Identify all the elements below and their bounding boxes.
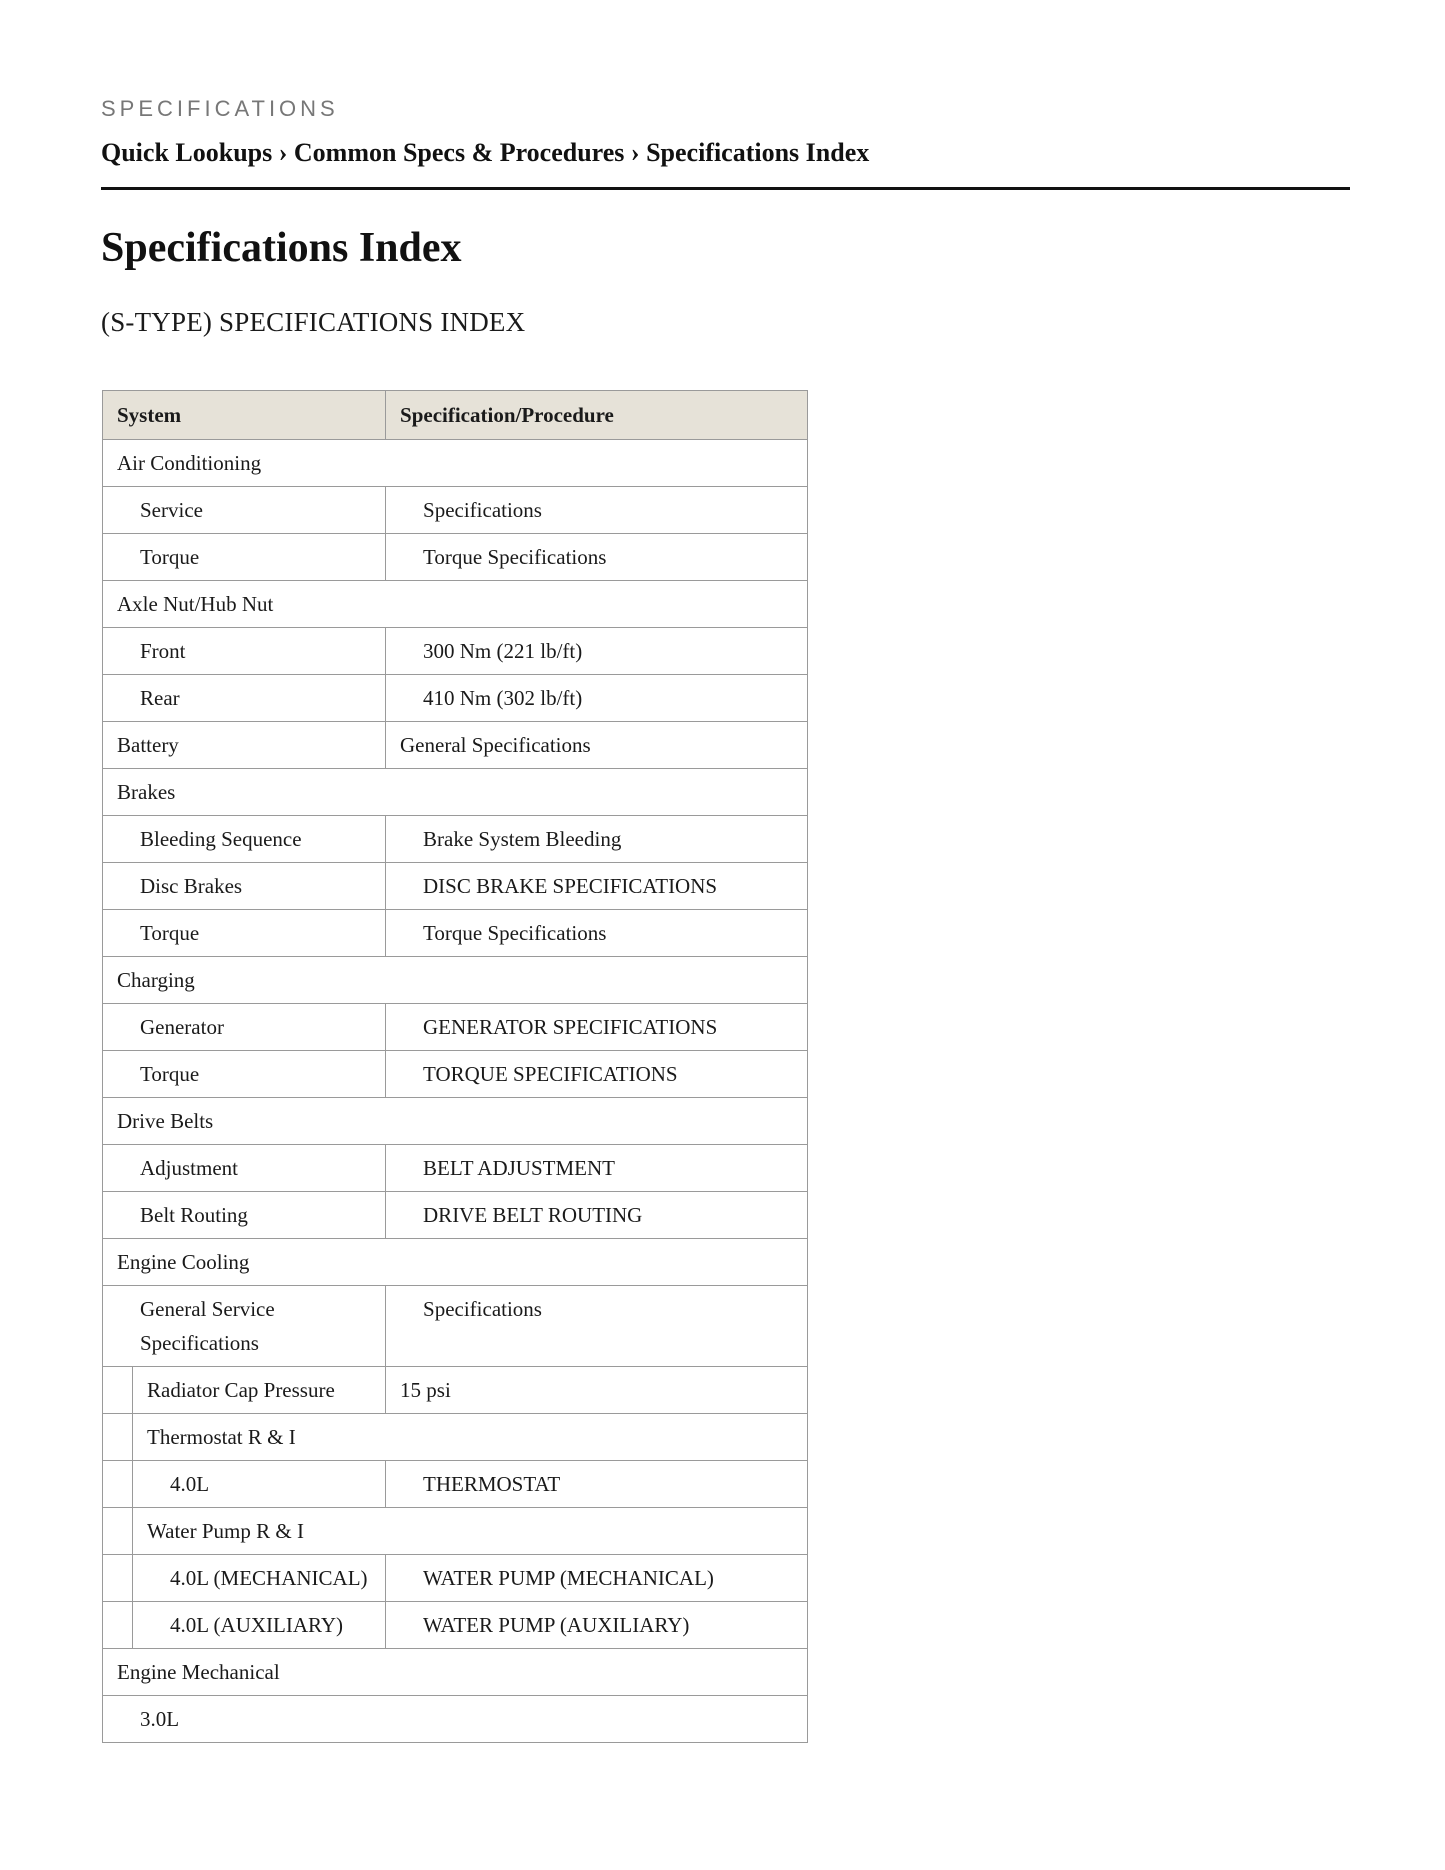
table-row <box>103 628 808 675</box>
table-row <box>103 1004 808 1051</box>
system-cell: Front <box>103 628 386 675</box>
indent-gutter <box>103 1508 133 1555</box>
breadcrumb: Quick Lookups › Common Specs & Procedures › Specifications Index <box>101 138 870 167</box>
table-row <box>103 1367 808 1414</box>
system-cell: Bleeding Sequence <box>103 816 386 863</box>
page-title: Specifications Index <box>101 225 462 271</box>
system-cell: Torque <box>103 534 386 581</box>
system-cell: Battery <box>103 722 386 769</box>
spec-link[interactable]: WATER PUMP (AUXILIARY) <box>386 1602 808 1649</box>
system-cell: 4.0L (MECHANICAL) <box>133 1555 386 1602</box>
column-header-system: System <box>103 391 386 440</box>
table-group-row <box>103 1696 808 1743</box>
table-row <box>103 1602 808 1649</box>
table-row <box>103 1286 808 1367</box>
spec-link[interactable]: Specifications <box>386 1286 808 1367</box>
table-row <box>103 910 808 957</box>
table-row <box>103 722 808 769</box>
group-label: Engine Mechanical <box>103 1649 808 1696</box>
table-group-row <box>103 581 808 628</box>
system-cell: Radiator Cap Pressure <box>133 1367 386 1414</box>
spec-link[interactable]: WATER PUMP (MECHANICAL) <box>386 1555 808 1602</box>
table-group-row <box>103 1239 808 1286</box>
table-row <box>103 487 808 534</box>
subgroup-label: Thermostat R & I <box>133 1414 808 1461</box>
page-subtitle: (S-TYPE) SPECIFICATIONS INDEX <box>101 307 526 337</box>
spec-link[interactable]: Specifications <box>386 487 808 534</box>
group-label: Brakes <box>103 769 808 816</box>
spec-link[interactable]: General Specifications <box>386 722 808 769</box>
table-row <box>103 1461 808 1508</box>
table-group-row <box>103 440 808 487</box>
table-subgroup-row <box>103 1508 808 1555</box>
indent-gutter <box>103 1414 133 1461</box>
table-row <box>103 534 808 581</box>
header-divider <box>101 187 1350 190</box>
table-header-row <box>103 391 808 440</box>
table-group-row <box>103 1649 808 1696</box>
indent-gutter <box>103 1367 133 1414</box>
system-cell: Disc Brakes <box>103 863 386 910</box>
spec-link[interactable]: Torque Specifications <box>386 534 808 581</box>
table-group-row <box>103 769 808 816</box>
system-cell: Service <box>103 487 386 534</box>
table-row <box>103 816 808 863</box>
system-cell: Adjustment <box>103 1145 386 1192</box>
spec-link[interactable]: Brake System Bleeding <box>386 816 808 863</box>
group-label: Charging <box>103 957 808 1004</box>
system-cell: Rear <box>103 675 386 722</box>
spec-link[interactable]: THERMOSTAT <box>386 1461 808 1508</box>
group-label: Axle Nut/Hub Nut <box>103 581 808 628</box>
table-row <box>103 863 808 910</box>
system-cell: Generator <box>103 1004 386 1051</box>
column-header-spec: Specification/Procedure <box>386 391 808 440</box>
specifications-table <box>102 390 808 1743</box>
spec-link[interactable]: Torque Specifications <box>386 910 808 957</box>
indent-gutter <box>103 1555 133 1602</box>
system-cell: Torque <box>103 910 386 957</box>
system-cell: General Service Specifications <box>103 1286 386 1367</box>
table-row <box>103 1145 808 1192</box>
spec-link[interactable]: BELT ADJUSTMENT <box>386 1145 808 1192</box>
spec-value: 15 psi <box>386 1367 808 1414</box>
spec-link[interactable]: DISC BRAKE SPECIFICATIONS <box>386 863 808 910</box>
group-label: Drive Belts <box>103 1098 808 1145</box>
table-subgroup-row <box>103 1414 808 1461</box>
spec-link[interactable]: DRIVE BELT ROUTING <box>386 1192 808 1239</box>
indent-gutter <box>103 1461 133 1508</box>
system-cell: Torque <box>103 1051 386 1098</box>
system-cell: Belt Routing <box>103 1192 386 1239</box>
system-cell: 4.0L (AUXILIARY) <box>133 1602 386 1649</box>
spec-link[interactable]: GENERATOR SPECIFICATIONS <box>386 1004 808 1051</box>
table-row <box>103 1051 808 1098</box>
table-group-row <box>103 957 808 1004</box>
table-row <box>103 1555 808 1602</box>
table-row <box>103 1192 808 1239</box>
indent-gutter <box>103 1602 133 1649</box>
table-row <box>103 675 808 722</box>
subgroup-label: Water Pump R & I <box>133 1508 808 1555</box>
system-cell: 4.0L <box>133 1461 386 1508</box>
spec-link[interactable]: TORQUE SPECIFICATIONS <box>386 1051 808 1098</box>
table-group-row <box>103 1098 808 1145</box>
spec-value: 300 Nm (221 lb/ft) <box>386 628 808 675</box>
group-label: Engine Cooling <box>103 1239 808 1286</box>
subgroup-label: 3.0L <box>103 1696 808 1743</box>
section-label: SPECIFICATIONS <box>101 96 339 121</box>
group-label: Air Conditioning <box>103 440 808 487</box>
spec-value: 410 Nm (302 lb/ft) <box>386 675 808 722</box>
